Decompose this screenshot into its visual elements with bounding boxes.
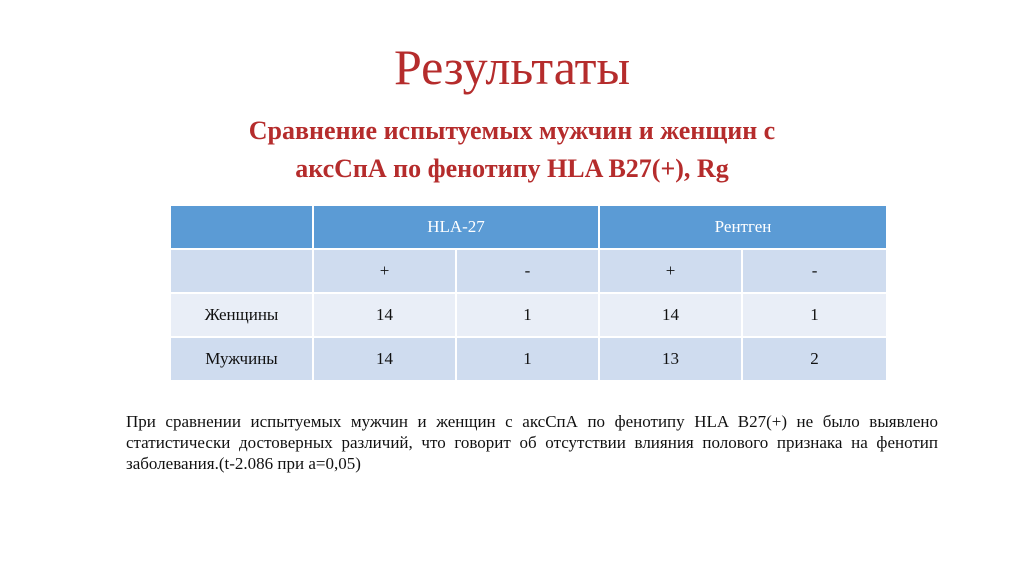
table-cell: 14: [313, 293, 456, 337]
subtitle-line-2: аксСпА по фенотипу HLA B27(+), Rg: [295, 154, 729, 183]
subheader-cell: -: [456, 249, 599, 293]
table-cell: 1: [456, 337, 599, 381]
subtitle-line-1: Сравнение испытуемых мужчин и женщин с: [248, 116, 776, 145]
results-table: [169, 204, 888, 382]
table-cell: 1: [456, 293, 599, 337]
subheader-cell: [170, 249, 313, 293]
subheader-cell: +: [313, 249, 456, 293]
table-cell: 14: [313, 337, 456, 381]
table-cell: 13: [599, 337, 742, 381]
table-header-row: [170, 205, 887, 249]
conclusion-text: При сравнении испытуемых мужчин и женщин с аксСпА по фенотипу HLA B27(+) не было выявлено статистически достоверных различий, что говорит об отсутствии влияния полового признака на фенотип заболевания.(t-2.086 при a=0,05): [126, 412, 938, 473]
table-subheader-row: [170, 249, 887, 293]
subheader-cell: -: [742, 249, 887, 293]
slide-subtitle: [150, 112, 874, 188]
subheader-cell: +: [599, 249, 742, 293]
header-cell-empty: [170, 205, 313, 249]
table-row: [170, 337, 887, 381]
row-label: Женщины: [170, 293, 313, 337]
header-cell-xray: Рентген: [599, 205, 887, 249]
table-cell: 14: [599, 293, 742, 337]
header-cell-hla27: HLA-27: [313, 205, 599, 249]
table-cell: 2: [742, 337, 887, 381]
table-cell: 1: [742, 293, 887, 337]
slide-title: Результаты: [393, 39, 631, 95]
table-row: [170, 293, 887, 337]
row-label: Мужчины: [170, 337, 313, 381]
